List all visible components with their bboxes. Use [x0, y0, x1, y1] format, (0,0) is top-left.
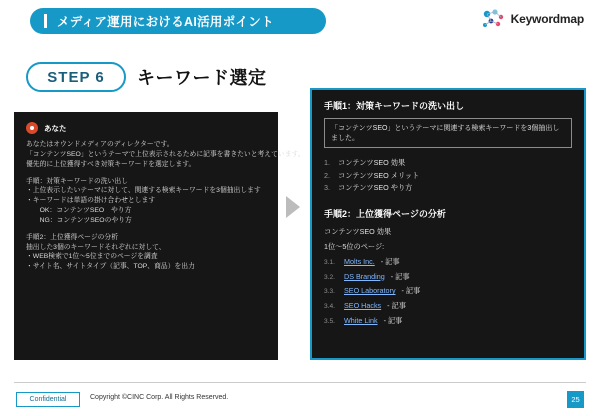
- copyright-text: Copyright ©CINC Corp. All Rights Reserved.: [90, 394, 229, 401]
- prompt-line: ・キーワードは単語の掛け合わせとします: [26, 197, 156, 205]
- keyword-item-number: 2.: [324, 170, 330, 180]
- output-panel: [310, 88, 586, 360]
- prompt-panel: [14, 112, 305, 360]
- rank-list-item: [324, 314, 572, 329]
- keyword-item-number: 1.: [324, 158, 330, 167]
- rank-list-item: [324, 299, 572, 314]
- confidential-badge: Confidential: [16, 392, 80, 407]
- prompt-line: あなたはオウンドメディアのディレクターです。: [26, 141, 174, 148]
- output-section2-keyword: コンテンツSEO 効果: [324, 226, 392, 236]
- logo-text: Keywordmap: [510, 12, 584, 26]
- rank-item-type: - 記事: [383, 315, 403, 325]
- header-title: メディア運用におけるAI活用ポイント: [57, 15, 274, 29]
- output-section1-callout: 「コンテンツSEO」というテーマに関連する検索キーワードを3個抽出しました。: [324, 118, 572, 148]
- rank-list: [324, 255, 572, 329]
- rank-item-type: - 記事: [387, 301, 406, 311]
- rank-item-type: - 記事: [380, 256, 400, 266]
- rank-list-item: [324, 270, 572, 285]
- keyword-item-label: コンテンツSEO やり方: [338, 183, 413, 193]
- keyword-item-label: コンテンツSEO メリット: [338, 170, 420, 180]
- rank-item-number: 3.5.: [324, 317, 335, 325]
- prompt-user-name: あなた: [44, 123, 67, 133]
- prompt-body: [26, 140, 305, 272]
- prompt-user-row: [26, 122, 266, 134]
- keyword-item-number: 3.: [324, 183, 330, 193]
- prompt-line: 「コンテンツSEO」というテーマで上位表示されるために記事を書きたいと考えています。: [26, 150, 305, 158]
- rank-item-site-link[interactable]: Molts Inc.: [344, 256, 375, 266]
- page-number: 25: [567, 391, 584, 408]
- brand-logo: [480, 8, 584, 30]
- output-section2-subheading: 1位〜5位のページ:: [324, 241, 385, 251]
- rank-item-number: 3.3.: [324, 288, 335, 296]
- output-section2-heading: 手順2：上位獲得ページの分析: [324, 208, 446, 219]
- prompt-line: ・WEB検索で1位〜5位までのページを調査: [26, 253, 158, 261]
- keywordmap-logo-icon: [480, 8, 506, 30]
- prompt-line: 手順：対策キーワードの洗い出し: [26, 177, 128, 185]
- header-accent-bar: [44, 14, 47, 28]
- prompt-line: 抽出した3個のキーワードそれぞれに対して、: [26, 243, 166, 251]
- footer-divider: [14, 382, 586, 383]
- rank-item-number: 3.2.: [324, 273, 335, 281]
- rank-list-item: [324, 255, 572, 270]
- rank-item-type: - 記事: [401, 286, 421, 296]
- rank-item-site-link[interactable]: SEO Laboratory: [344, 286, 396, 296]
- rank-item-number: 3.1.: [324, 258, 335, 266]
- prompt-spacer: [26, 226, 266, 233]
- prompt-line: ・サイト名、サイトタイプ（記事、TOP、商品）を出力: [26, 263, 195, 271]
- prompt-line: 手順2：上位獲得ページの分析: [26, 233, 119, 241]
- keyword-list-item: [324, 170, 572, 183]
- prompt-line: NG：コンテンツSEOのやり方: [26, 216, 132, 224]
- step-title: キーワード選定: [137, 68, 267, 88]
- slide-header: [30, 8, 326, 34]
- rank-item-number: 3.4.: [324, 303, 335, 311]
- rank-item-site-link[interactable]: SEO Hacks: [344, 301, 382, 311]
- prompt-line: ・上位表示したいテーマに対して、関連する検索キーワードを3個抽出します: [26, 187, 261, 195]
- keyword-list: [324, 157, 572, 195]
- flow-arrow-icon: [286, 196, 300, 218]
- rank-list-item: [324, 284, 572, 299]
- step-badge: [26, 62, 126, 92]
- prompt-spacer: [26, 170, 266, 177]
- prompt-line: OK：コンテンツSEO やり方: [26, 207, 132, 215]
- user-avatar-icon: [26, 122, 38, 134]
- rank-item-site-link[interactable]: DS Branding: [344, 271, 385, 281]
- rank-item-site-link[interactable]: White Link: [344, 315, 378, 325]
- keyword-item-label: コンテンツSEO 効果: [338, 158, 406, 167]
- prompt-line: 優先的に上位獲得すべき対策キーワードを選定します。: [26, 160, 196, 168]
- output-section1-heading: 手順1：対策キーワードの洗い出し: [324, 101, 465, 111]
- rank-item-type: - 記事: [390, 271, 410, 281]
- keyword-list-item: [324, 157, 572, 170]
- keyword-list-item: [324, 182, 572, 195]
- step-badge-label: STEP 6: [47, 68, 105, 86]
